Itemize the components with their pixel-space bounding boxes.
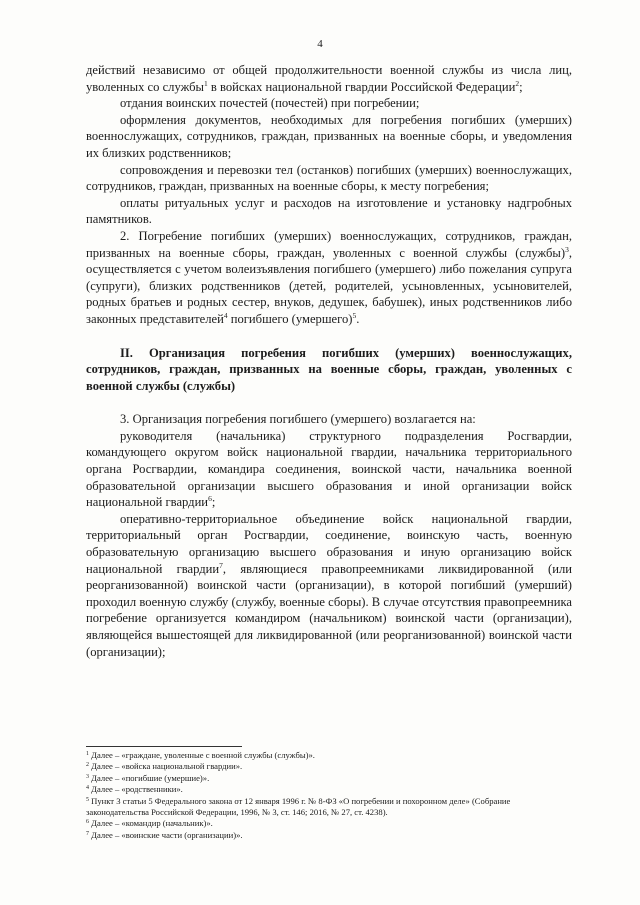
section-heading: II. Организация погребения погибших (умерших) военнослужащих, сотрудников, граждан, призванных на военные сборы, граждан, уволенных с военной службы (службы) xyxy=(86,345,572,393)
footnote-mark: 3 xyxy=(565,244,569,254)
footnote: $^2$ Далее – «войска национальной гвардии». xyxy=(86,761,243,772)
footnote-mark: 6 xyxy=(208,494,212,504)
list-item-successor: оперативно-территориальное объединение войск национальной гвардии, территориальный орган Росгвардии, соединение, воинскую часть, военную образовательную организацию высшего образования и иную организацию войск национальной гвардии$^7$, являющиеся правопреемниками ликвидированной (или реорганизованной) воинской части (организации), в которой погибший (умерший) проходил военную службу (службу, военные сборы). В случае отсутствия правопреемника погребение организуется командиром (начальником) воинской части (организации), являющейся вышестоящей для ликвидированной (или реорганизованной) воинской части (организации); xyxy=(86,511,573,659)
footnote: $^1$ Далее – «граждане, уволенные с военной службы (службы)». xyxy=(86,750,315,760)
footnote-mark: 4 xyxy=(223,310,228,320)
footnote-mark: 5 xyxy=(352,310,357,320)
footnote: $^3$ Далее – «погибшие (умершие)». xyxy=(86,772,210,783)
footnote-divider xyxy=(86,746,242,747)
footnote-mark: 1 xyxy=(204,78,208,88)
footnote-mark: 7 xyxy=(219,560,223,570)
list-item-payment: оплаты ритуальных услуг и расходов на изготовление и установку надгробных памятников. xyxy=(86,195,572,227)
paragraph-3: 3. Организация погребения погибшего (умершего) возлагается на: xyxy=(120,412,476,427)
footnote-mark: 2 xyxy=(515,78,520,88)
footnote: $^5$ Пункт 3 статьи 5 Федерального закона от 12 января 1996 г. № 8-ФЗ «О погребении и похоронном деле» (Собрание законодательства Российской Федерации, 1996, № 3, ст. 146; 2016, № 27, ст. 4238). xyxy=(86,795,511,818)
footnote: $^7$ Далее – «воинские части (организации)». xyxy=(86,829,243,840)
page-number: 4 xyxy=(317,38,323,50)
footnote: $^4$ Далее – «родственники». xyxy=(86,784,183,795)
list-item-honors: отдания воинских почестей (почестей) при погребении; xyxy=(120,96,420,111)
list-item-documents: оформления документов, необходимых для погребения погибших (умерших) военнослужащих, сотрудников, граждан, призванных на военные сборы, и уведомления их близких родственников; xyxy=(86,112,572,160)
document-body xyxy=(86,62,572,660)
paragraph-continuation: действий независимо от общей продолжительности военной службы из числа лиц, уволенных со службы$^1$ в войсках национальной гвардии Российской Федерации$^2$; xyxy=(86,63,572,94)
list-item-head: руководителя (начальника) структурного подразделения Росгвардии, командующего округом войск национальной гвардии, начальника территориального органа Росгвардии, командира соединения, воинской части, начальника военной образовательной организации высшего образования и иной организации войск национальной гвардии$^6$; xyxy=(86,428,572,510)
footnotes xyxy=(86,750,572,841)
list-item-transport: сопровождения и перевозки тел (останков) погибших (умерших) военнослужащих, сотрудников, граждан, призванных на военные сборы, к месту погребения; xyxy=(86,162,572,194)
footnote: $^6$ Далее – «командир (начальник)». xyxy=(86,818,213,829)
paragraph-2: 2. Погребение погибших (умерших) военнослужащих, сотрудников, граждан, призванных на военные сборы, граждан, уволенных с военной службы (службы)$^3$, осуществляется с учетом волеизъявления погибшего (умершего) либо пожелания супруга (супруги), близких родственников (детей, родителей, усыновленных, усыновителей, родных братьев и родных сестер, внуков, дедушек, бабушек), иных родственников либо законных представителей$^4$ погибшего (умершего)$^5$. xyxy=(86,228,572,326)
